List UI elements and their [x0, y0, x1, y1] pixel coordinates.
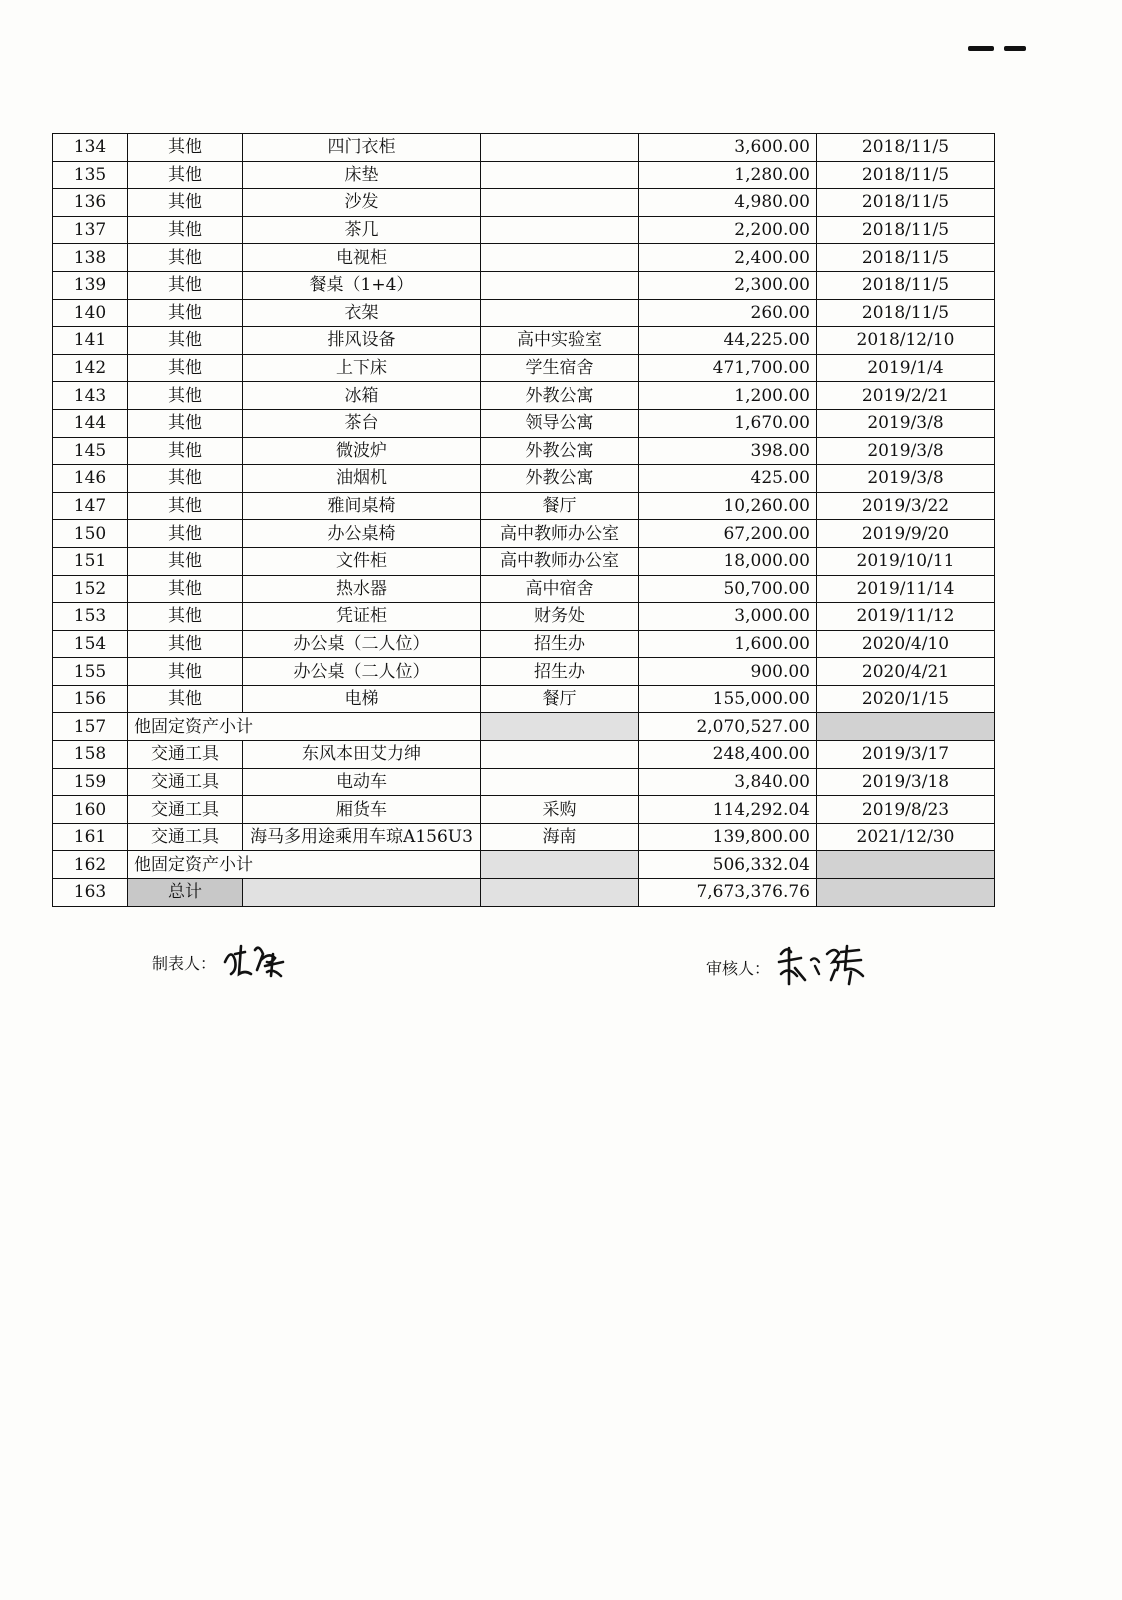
asset-location: 招生办	[481, 630, 639, 658]
asset-name: 文件柜	[243, 547, 481, 575]
row-number: 161	[53, 823, 128, 851]
purchase-date: 2019/11/12	[817, 603, 995, 631]
mark-stroke	[968, 46, 994, 51]
asset-location: 餐厅	[481, 492, 639, 520]
subtotal-row	[53, 713, 995, 741]
table-row	[53, 189, 995, 217]
asset-name: 海马多用途乘用车琼A156U3	[243, 823, 481, 851]
row-number: 139	[53, 271, 128, 299]
purchase-date: 2019/3/22	[817, 492, 995, 520]
row-number: 146	[53, 465, 128, 493]
asset-location: 海南	[481, 823, 639, 851]
asset-location: 高中教师办公室	[481, 520, 639, 548]
asset-amount: 67,200.00	[639, 520, 817, 548]
purchase-date: 2018/11/5	[817, 271, 995, 299]
asset-category: 其他	[128, 603, 243, 631]
purchase-date: 2020/4/21	[817, 658, 995, 686]
asset-name: 办公桌椅	[243, 520, 481, 548]
asset-location: 外教公寓	[481, 437, 639, 465]
purchase-date: 2019/8/23	[817, 796, 995, 824]
table-row	[53, 409, 995, 437]
row-number: 160	[53, 796, 128, 824]
asset-amount: 2,200.00	[639, 216, 817, 244]
asset-category: 其他	[128, 547, 243, 575]
asset-category: 交通工具	[128, 741, 243, 769]
asset-category: 其他	[128, 271, 243, 299]
asset-amount: 1,670.00	[639, 409, 817, 437]
asset-amount: 3,840.00	[639, 768, 817, 796]
row-number: 159	[53, 768, 128, 796]
asset-amount: 114,292.04	[639, 796, 817, 824]
asset-amount: 44,225.00	[639, 327, 817, 355]
asset-name: 办公桌（二人位）	[243, 658, 481, 686]
asset-name: 茶台	[243, 409, 481, 437]
table-row	[53, 437, 995, 465]
row-number: 150	[53, 520, 128, 548]
purchase-date: 2020/4/10	[817, 630, 995, 658]
asset-category: 其他	[128, 575, 243, 603]
purchase-date: 2021/12/30	[817, 823, 995, 851]
purchase-date: 2019/11/14	[817, 575, 995, 603]
table-row	[53, 327, 995, 355]
asset-category: 其他	[128, 134, 243, 162]
asset-category: 其他	[128, 299, 243, 327]
asset-location: 采购	[481, 796, 639, 824]
subtotal-label: 他固定资产小计	[128, 713, 481, 741]
asset-name: 厢货车	[243, 796, 481, 824]
row-number: 154	[53, 630, 128, 658]
asset-location	[481, 134, 639, 162]
blank-cell	[481, 851, 639, 879]
asset-amount: 2,400.00	[639, 244, 817, 272]
row-number: 136	[53, 189, 128, 217]
asset-name: 油烟机	[243, 465, 481, 493]
asset-location	[481, 271, 639, 299]
asset-category: 其他	[128, 161, 243, 189]
asset-category: 其他	[128, 520, 243, 548]
asset-location: 餐厅	[481, 685, 639, 713]
purchase-date: 2018/11/5	[817, 244, 995, 272]
table-body	[53, 134, 995, 907]
asset-location: 外教公寓	[481, 382, 639, 410]
blank-cell	[481, 713, 639, 741]
purchase-date: 2019/10/11	[817, 547, 995, 575]
preparer-signature	[152, 940, 291, 984]
asset-location: 高中宿舍	[481, 575, 639, 603]
asset-name: 凭证柜	[243, 603, 481, 631]
row-number: 137	[53, 216, 128, 244]
asset-name: 餐桌（1+4）	[243, 271, 481, 299]
asset-location	[481, 299, 639, 327]
table-row	[53, 382, 995, 410]
row-number: 155	[53, 658, 128, 686]
purchase-date: 2019/3/17	[817, 741, 995, 769]
purchase-date: 2018/11/5	[817, 189, 995, 217]
subtotal-label: 他固定资产小计	[128, 851, 481, 879]
asset-name: 东风本田艾力绅	[243, 741, 481, 769]
asset-amount: 1,200.00	[639, 382, 817, 410]
asset-amount: 4,980.00	[639, 189, 817, 217]
asset-location: 高中教师办公室	[481, 547, 639, 575]
asset-location: 学生宿舍	[481, 354, 639, 382]
subtotal-amount: 2,070,527.00	[639, 713, 817, 741]
reviewer-signature	[706, 940, 875, 994]
total-label: 总计	[128, 879, 243, 907]
asset-name: 排风设备	[243, 327, 481, 355]
blank-cell	[481, 879, 639, 907]
table-row	[53, 465, 995, 493]
asset-name: 电梯	[243, 685, 481, 713]
row-number: 143	[53, 382, 128, 410]
asset-name: 沙发	[243, 189, 481, 217]
row-number: 134	[53, 134, 128, 162]
asset-location: 招生办	[481, 658, 639, 686]
fixed-assets-table	[52, 133, 995, 907]
reviewer-handwritten-signature	[775, 940, 875, 994]
page-corner-mark	[968, 36, 1036, 55]
total-amount: 7,673,376.76	[639, 879, 817, 907]
asset-amount: 425.00	[639, 465, 817, 493]
asset-category: 其他	[128, 685, 243, 713]
row-number: 140	[53, 299, 128, 327]
purchase-date: 2018/12/10	[817, 327, 995, 355]
asset-location	[481, 161, 639, 189]
table-row	[53, 685, 995, 713]
asset-category: 其他	[128, 244, 243, 272]
asset-amount: 50,700.00	[639, 575, 817, 603]
table-row	[53, 299, 995, 327]
asset-category: 交通工具	[128, 768, 243, 796]
purchase-date: 2020/1/15	[817, 685, 995, 713]
asset-category: 其他	[128, 492, 243, 520]
preparer-handwritten-signature	[221, 940, 291, 984]
table-row	[53, 603, 995, 631]
asset-category: 其他	[128, 216, 243, 244]
table-row	[53, 354, 995, 382]
row-number: 156	[53, 685, 128, 713]
asset-name: 雅间桌椅	[243, 492, 481, 520]
blank-cell	[817, 879, 995, 907]
asset-category: 其他	[128, 409, 243, 437]
table-row	[53, 492, 995, 520]
total-row	[53, 879, 995, 907]
asset-category: 其他	[128, 630, 243, 658]
asset-name: 电动车	[243, 768, 481, 796]
asset-location: 财务处	[481, 603, 639, 631]
asset-amount: 3,000.00	[639, 603, 817, 631]
purchase-date: 2019/3/8	[817, 409, 995, 437]
blank-cell	[243, 879, 481, 907]
table-row	[53, 216, 995, 244]
purchase-date: 2018/11/5	[817, 134, 995, 162]
row-number: 151	[53, 547, 128, 575]
asset-name: 热水器	[243, 575, 481, 603]
asset-category: 其他	[128, 437, 243, 465]
purchase-date: 2019/1/4	[817, 354, 995, 382]
asset-category: 其他	[128, 189, 243, 217]
asset-amount: 471,700.00	[639, 354, 817, 382]
row-number: 162	[53, 851, 128, 879]
subtotal-row	[53, 851, 995, 879]
row-number: 158	[53, 741, 128, 769]
row-number: 163	[53, 879, 128, 907]
table-row	[53, 630, 995, 658]
row-number: 153	[53, 603, 128, 631]
row-number: 142	[53, 354, 128, 382]
table-row	[53, 741, 995, 769]
asset-name: 四门衣柜	[243, 134, 481, 162]
row-number: 157	[53, 713, 128, 741]
asset-amount: 260.00	[639, 299, 817, 327]
table-row	[53, 796, 995, 824]
asset-name: 衣架	[243, 299, 481, 327]
table-row	[53, 823, 995, 851]
asset-amount: 398.00	[639, 437, 817, 465]
asset-amount: 18,000.00	[639, 547, 817, 575]
asset-category: 其他	[128, 327, 243, 355]
asset-name: 冰箱	[243, 382, 481, 410]
table-row	[53, 520, 995, 548]
asset-location: 外教公寓	[481, 465, 639, 493]
asset-amount: 248,400.00	[639, 741, 817, 769]
row-number: 145	[53, 437, 128, 465]
asset-amount: 155,000.00	[639, 685, 817, 713]
asset-location	[481, 189, 639, 217]
asset-location: 高中实验室	[481, 327, 639, 355]
asset-amount: 2,300.00	[639, 271, 817, 299]
asset-category: 其他	[128, 354, 243, 382]
purchase-date: 2018/11/5	[817, 161, 995, 189]
purchase-date: 2019/3/8	[817, 465, 995, 493]
asset-location	[481, 216, 639, 244]
asset-category: 其他	[128, 658, 243, 686]
table-row	[53, 575, 995, 603]
row-number: 138	[53, 244, 128, 272]
row-number: 141	[53, 327, 128, 355]
subtotal-amount: 506,332.04	[639, 851, 817, 879]
blank-cell	[817, 851, 995, 879]
asset-name: 电视柜	[243, 244, 481, 272]
asset-name: 办公桌（二人位）	[243, 630, 481, 658]
asset-amount: 1,600.00	[639, 630, 817, 658]
reviewer-label: 审核人：	[706, 958, 771, 978]
asset-location	[481, 741, 639, 769]
row-number: 147	[53, 492, 128, 520]
asset-category: 其他	[128, 465, 243, 493]
purchase-date: 2019/3/18	[817, 768, 995, 796]
asset-name: 床垫	[243, 161, 481, 189]
table-row	[53, 547, 995, 575]
table-row	[53, 658, 995, 686]
row-number: 152	[53, 575, 128, 603]
purchase-date: 2019/9/20	[817, 520, 995, 548]
blank-cell	[817, 713, 995, 741]
purchase-date: 2018/11/5	[817, 216, 995, 244]
asset-category: 其他	[128, 382, 243, 410]
mark-stroke	[1004, 46, 1026, 51]
purchase-date: 2019/3/8	[817, 437, 995, 465]
purchase-date: 2019/2/21	[817, 382, 995, 410]
preparer-label: 制表人：	[152, 953, 217, 973]
purchase-date: 2018/11/5	[817, 299, 995, 327]
asset-amount: 139,800.00	[639, 823, 817, 851]
asset-name: 微波炉	[243, 437, 481, 465]
asset-amount: 1,280.00	[639, 161, 817, 189]
asset-amount: 3,600.00	[639, 134, 817, 162]
asset-location	[481, 768, 639, 796]
table-row	[53, 768, 995, 796]
asset-location: 领导公寓	[481, 409, 639, 437]
table-row	[53, 271, 995, 299]
table-row	[53, 134, 995, 162]
asset-amount: 900.00	[639, 658, 817, 686]
asset-category: 交通工具	[128, 823, 243, 851]
asset-amount: 10,260.00	[639, 492, 817, 520]
row-number: 144	[53, 409, 128, 437]
asset-name: 上下床	[243, 354, 481, 382]
asset-category: 交通工具	[128, 796, 243, 824]
row-number: 135	[53, 161, 128, 189]
asset-name: 茶几	[243, 216, 481, 244]
table-row	[53, 161, 995, 189]
table-row	[53, 244, 995, 272]
asset-location	[481, 244, 639, 272]
